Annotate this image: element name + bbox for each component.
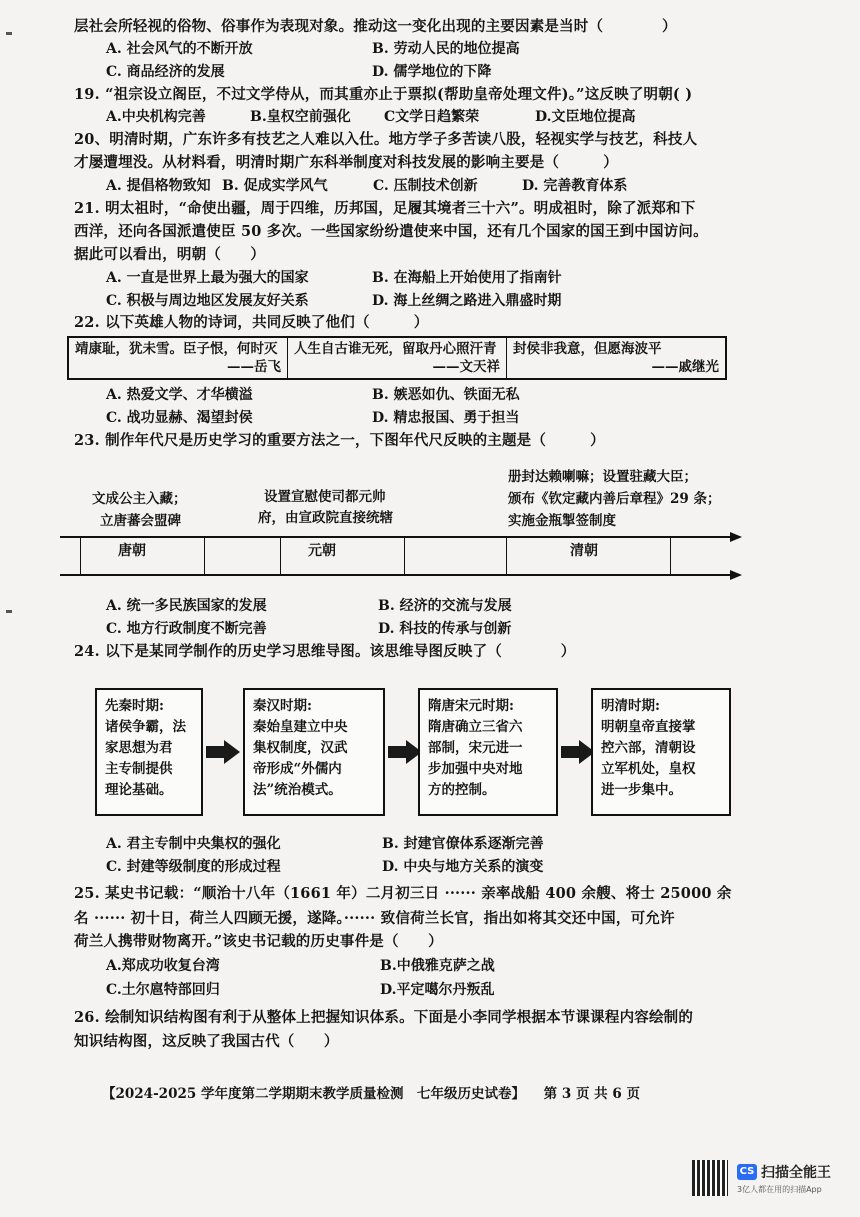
qr-code-icon — [692, 1160, 728, 1196]
scanner-tagline: 3亿人都在用的扫描App — [737, 1185, 822, 1194]
q22-stem: 22. 以下英雄人物的诗词，共同反映了他们（ ） — [74, 314, 429, 331]
timeline-label-yuan: 元朝 — [308, 543, 336, 559]
q20-option-c: C. 压制技术创新 — [373, 178, 478, 194]
q21-stem-line2: 西洋，还向各国派遣使臣 50 多次。一些国家纷纷遣使来中国，还有几个国家的国王到中国访问。 — [74, 223, 708, 240]
timeline-label-tang: 唐朝 — [118, 543, 146, 559]
mindmap-box-text: 法”统治模式。 — [253, 782, 342, 798]
right-arrow-icon — [206, 740, 240, 764]
q21-option-a: A. 一直是世界上最为强大的国家 — [106, 270, 309, 286]
q25-option-d: D.平定噶尔丹叛乱 — [380, 982, 495, 998]
mindmap-box-text: 集权制度，汉武 — [253, 740, 348, 756]
timeline-divider — [506, 536, 507, 574]
timeline-divider — [80, 536, 81, 574]
right-arrow-icon — [561, 740, 595, 764]
quote-author: ——文天祥 — [432, 359, 500, 375]
mindmap-box-mingqing — [591, 688, 731, 816]
q21-stem-line3: 据此可以看出，明朝（ ） — [74, 246, 266, 263]
q18-option-b: B. 劳动人民的地位提高 — [372, 41, 520, 57]
timeline-divider — [670, 536, 671, 574]
q19-stem: 19. “祖宗设立阁臣，不过文学侍从，而其重亦止于票拟(帮助皇帝处理文件)。”这反映了明朝( ) — [74, 86, 693, 103]
q18-stem: 层社会所轻视的俗物、俗事作为表现对象。推动这一变化出现的主要因素是当时（ ） — [74, 18, 677, 35]
timeline-divider — [204, 536, 205, 574]
mindmap-box-text: 立军机处，皇权 — [601, 761, 696, 777]
exam-footer — [102, 1082, 640, 1102]
q19-option-b: B.皇权空前强化 — [250, 109, 351, 125]
q20-stem-line2: 才屡遭埋没。从材料看，明清时期广东科举制度对科技发展的影响主要是（ ） — [74, 154, 618, 171]
q25-stem-line1: 25. 某史书记载：“顺治十八年（1661 年）二月初三日 ······ 亲率战船 400 余艘、将士 25000 余 — [74, 885, 732, 902]
q20-option-d: D. 完善教育体系 — [522, 178, 628, 194]
q22-option-b: B. 嫉恶如仇、铁面无私 — [372, 387, 520, 403]
quote-qijiguang — [507, 338, 725, 378]
page-number: 第 3 页 共 6 页 — [543, 1086, 640, 1102]
q23-option-c: C. 地方行政制度不断完善 — [106, 621, 267, 637]
q21-option-c: C. 积极与周边地区发展友好关系 — [106, 293, 309, 309]
mindmap-box-text: 控六部，清朝设 — [601, 740, 696, 756]
mindmap-box-heading: 明清时期: — [601, 698, 660, 714]
mindmap-box-text: 隋唐确立三省六 — [428, 719, 523, 735]
q25-option-a: A.郑成功收复台湾 — [106, 958, 220, 974]
scanner-name: 扫描全能王 — [761, 1165, 831, 1181]
q20-option-b: B. 促成实学风气 — [222, 178, 328, 194]
timeline-label-qing: 清朝 — [570, 543, 598, 559]
quote-text: 人生自古谁无死，留取丹心照汗青 — [294, 341, 497, 357]
q22-option-c: C. 战功显赫、渴望封侯 — [106, 410, 253, 426]
mindmap-box-heading: 秦汉时期: — [253, 698, 312, 714]
mindmap-box-text: 步加强中央对地 — [428, 761, 523, 777]
q20-stem-line1: 20、明清时期，广东许多有技艺之人难以入仕。地方学子多苦读八股，轻视实学与技艺，科技人 — [74, 131, 698, 148]
q18-option-a: A. 社会风气的不断开放 — [106, 41, 253, 57]
q23-option-b: B. 经济的交流与发展 — [378, 598, 512, 614]
timeline-yuan-note-1: 设置宣慰使司都元帅 — [264, 489, 386, 505]
scan-edge-mark — [6, 610, 12, 613]
mindmap-box-qinhan — [243, 688, 385, 816]
q19-option-d: D.文臣地位提高 — [535, 109, 636, 125]
quote-wentianxiang — [288, 338, 507, 378]
timeline-tang-note-1: 文成公主入藏； — [92, 491, 187, 507]
timeline-tang-note-2: 立唐蕃会盟碑 — [100, 513, 181, 529]
q21-stem-line1: 21. 明太祖时，“命使出疆，周于四维，历邦国，足履其境者三十六”。明成祖时，除了派郑和下 — [74, 200, 696, 217]
mindmap-box-text: 方的控制。 — [428, 782, 496, 798]
q21-option-b: B. 在海船上开始使用了指南针 — [372, 270, 562, 286]
footer-title: 【2024-2025 学年度第二学期期末教学质量检测 七年级历史试卷】 — [102, 1086, 525, 1102]
scan-edge-mark — [6, 32, 12, 35]
q25-stem-line2: 名 ······ 初十日，荷兰人四顾无援，遂降。······ 致信荷兰长官，指出如将其交还中国，可允许 — [74, 910, 675, 927]
quote-author: ——戚继光 — [651, 359, 719, 375]
timeline-bottom-line — [60, 574, 740, 576]
timeline-divider — [404, 536, 405, 574]
camscanner-logo-icon: CS — [737, 1164, 757, 1180]
q22-quote-table — [67, 336, 727, 380]
q24-option-b: B. 封建官僚体系逐渐完善 — [382, 836, 544, 852]
q19-option-c: C文学日趋繁荣 — [384, 109, 480, 125]
timeline-divider — [280, 536, 281, 574]
timeline-qing-note-2: 颁布《钦定藏内善后章程》29 条； — [508, 491, 721, 507]
mindmap-box-text: 部制，宋元进一 — [428, 740, 523, 756]
q21-option-d: D. 海上丝绸之路进入鼎盛时期 — [372, 293, 562, 309]
mindmap-box-text: 明朝皇帝直接掌 — [601, 719, 696, 735]
q25-option-c: C.土尔扈特部回归 — [106, 982, 220, 998]
quote-author: ——岳飞 — [227, 359, 281, 375]
q24-stem: 24. 以下是某同学制作的历史学习思维导图。该思维导图反映了（ ） — [74, 643, 576, 660]
quote-text: 封侯非我意，但愿海波平 — [513, 341, 662, 357]
q23-stem: 23. 制作年代尺是历史学习的重要方法之一，下图年代尺反映的主题是（ ） — [74, 432, 605, 449]
mindmap-box-xianqin — [95, 688, 203, 816]
mindmap-box-text: 家思想为君 — [105, 740, 173, 756]
mindmap-box-text: 帝形成“外儒内 — [253, 761, 342, 777]
q23-option-d: D. 科技的传承与创新 — [378, 621, 512, 637]
timeline-qing-note-1: 册封达赖喇嘛；设置驻藏大臣； — [508, 469, 697, 485]
mindmap-box-heading: 隋唐宋元时期: — [428, 698, 514, 714]
q20-option-a: A. 提倡格物致知 — [106, 178, 211, 194]
timeline-yuan-note-2: 府，由宣政院直接统辖 — [258, 510, 393, 526]
timeline-qing-note-3: 实施金瓶掣签制度 — [508, 513, 616, 529]
q25-stem-line3: 荷兰人携带财物离开。”该史书记载的历史事件是（ ） — [74, 933, 443, 950]
q24-option-c: C. 封建等级制度的形成过程 — [106, 859, 281, 875]
q24-option-a: A. 君主专制中央集权的强化 — [106, 836, 281, 852]
timeline-top-line — [60, 536, 740, 538]
right-arrow-icon — [388, 740, 422, 764]
scanner-brand — [737, 1162, 831, 1182]
mindmap-box-text: 诸侯争霸，法 — [105, 719, 186, 735]
mindmap-box-text: 理论基础。 — [105, 782, 173, 798]
timeline-arrow-icon — [730, 532, 742, 542]
q18-option-c: C. 商品经济的发展 — [106, 64, 225, 80]
quote-yuefei — [69, 338, 288, 378]
q18-option-d: D. 儒学地位的下降 — [372, 64, 492, 80]
q24-option-d: D. 中央与地方关系的演变 — [382, 859, 544, 875]
q22-option-d: D. 精忠报国、勇于担当 — [372, 410, 520, 426]
q19-option-a: A.中央机构完善 — [106, 109, 206, 125]
mindmap-box-text: 秦始皇建立中央 — [253, 719, 348, 735]
mindmap-box-suitangsongyuan — [418, 688, 558, 816]
timeline-arrow-icon — [730, 570, 742, 580]
q26-stem-line1: 26. 绘制知识结构图有利于从整体上把握知识体系。下面是小李同学根据本节课课程内容绘制的 — [74, 1009, 694, 1026]
q22-option-a: A. 热爱文学、才华横溢 — [106, 387, 253, 403]
mindmap-box-text: 进一步集中。 — [601, 782, 682, 798]
q26-stem-line2: 知识结构图，这反映了我国古代（ ） — [74, 1033, 339, 1050]
quote-text: 靖康耻，犹未雪。臣子恨，何时灭 — [75, 341, 278, 357]
q25-option-b: B.中俄雅克萨之战 — [380, 958, 495, 974]
mindmap-box-text: 主专制提供 — [105, 761, 173, 777]
q23-option-a: A. 统一多民族国家的发展 — [106, 598, 267, 614]
mindmap-box-heading: 先秦时期: — [105, 698, 164, 714]
